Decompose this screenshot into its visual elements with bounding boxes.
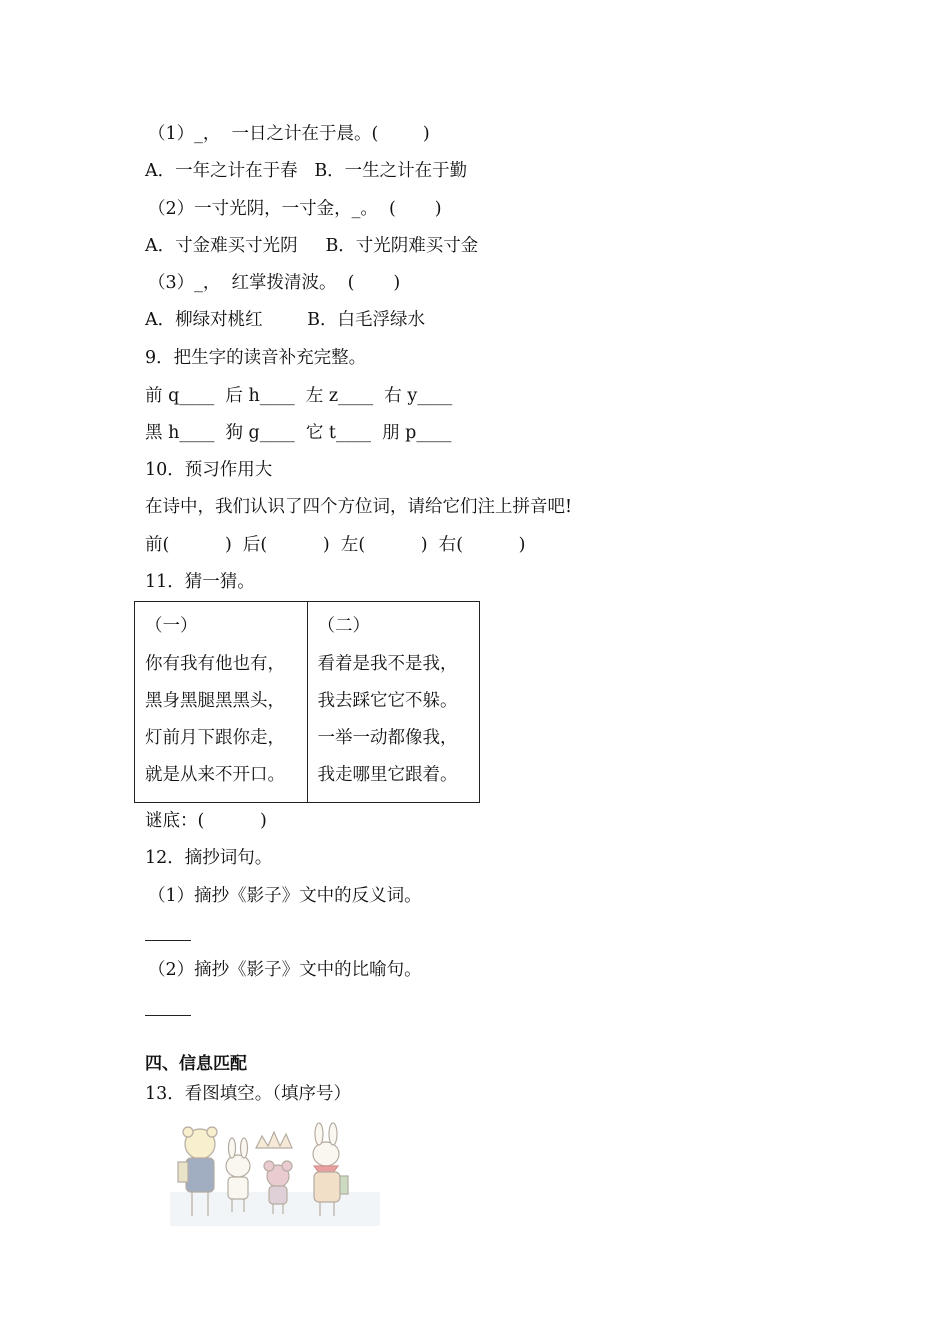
q11-answer: 谜底：( ) xyxy=(145,811,267,831)
q10-title: 10．预习作用大 xyxy=(145,460,273,480)
q10-pinyin-blanks: 前( ) 后( ) 左( ) 右( ) xyxy=(145,535,526,555)
riddle-2-line: 我走哪里它跟着。 xyxy=(317,765,458,785)
section-4-heading: 四、信息匹配 xyxy=(145,1054,247,1074)
riddle-1-line: 灯前月下跟你走， xyxy=(145,728,285,748)
riddle-1-line: 黑身黑腿黑黑头， xyxy=(145,691,285,711)
riddle-1-line: 就是从来不开口。 xyxy=(145,765,285,785)
q12-sub1-answer-line xyxy=(145,940,191,941)
q9-title: 9．把生字的读音补充完整。 xyxy=(145,348,367,368)
q8-sub3-question: （3）_， 红掌拨清波。 ( ) xyxy=(148,273,401,293)
q8-sub1-question: （1）_， 一日之计在于晨。( ) xyxy=(148,124,430,144)
q12-title: 12．摘抄词句。 xyxy=(145,848,273,868)
animal-students-illustration xyxy=(168,1120,383,1228)
riddle-table xyxy=(134,601,480,803)
q12-sub2: （2）摘抄《影子》文中的比喻句。 xyxy=(148,960,422,980)
q9-pinyin-row-2: 黑 h____ 狗 g____ 它 t____ 朋 p____ xyxy=(145,423,452,443)
q11-title: 11．猜一猜。 xyxy=(145,572,255,592)
riddle-1-line: 你有我有他也有， xyxy=(145,654,285,674)
riddle-cell-2 xyxy=(307,602,480,803)
q10-instruction: 在诗中，我们认识了四个方位词，请给它们注上拼音吧! xyxy=(145,497,573,517)
riddle-2-line: 我去踩它它不躲。 xyxy=(317,691,458,711)
q8-sub3-options: A．柳绿对桃红 B．白毛浮绿水 xyxy=(145,310,425,330)
riddle-1-label: （一） xyxy=(145,616,198,636)
q9-pinyin-row-1: 前 q____ 后 h____ 左 z____ 右 y____ xyxy=(145,386,453,406)
riddle-2-line: 一举一动都像我， xyxy=(317,728,458,748)
riddle-2-label: （二） xyxy=(317,616,370,636)
q8-sub1-options: A．一年之计在于春 B．一生之计在于勤 xyxy=(145,161,468,181)
q8-sub2-question: （2）一寸光阴，一寸金，_。 ( ) xyxy=(148,199,442,219)
q8-sub2-options: A．寸金难买寸光阴 B．寸光阴难买寸金 xyxy=(145,236,479,256)
q12-sub1: （1）摘抄《影子》文中的反义词。 xyxy=(148,886,422,906)
riddle-cell-1 xyxy=(135,602,308,803)
q12-sub2-answer-line xyxy=(145,1015,191,1016)
riddle-2-line: 看着是我不是我， xyxy=(317,654,458,674)
q13-title: 13．看图填空。（填序号） xyxy=(145,1084,352,1104)
